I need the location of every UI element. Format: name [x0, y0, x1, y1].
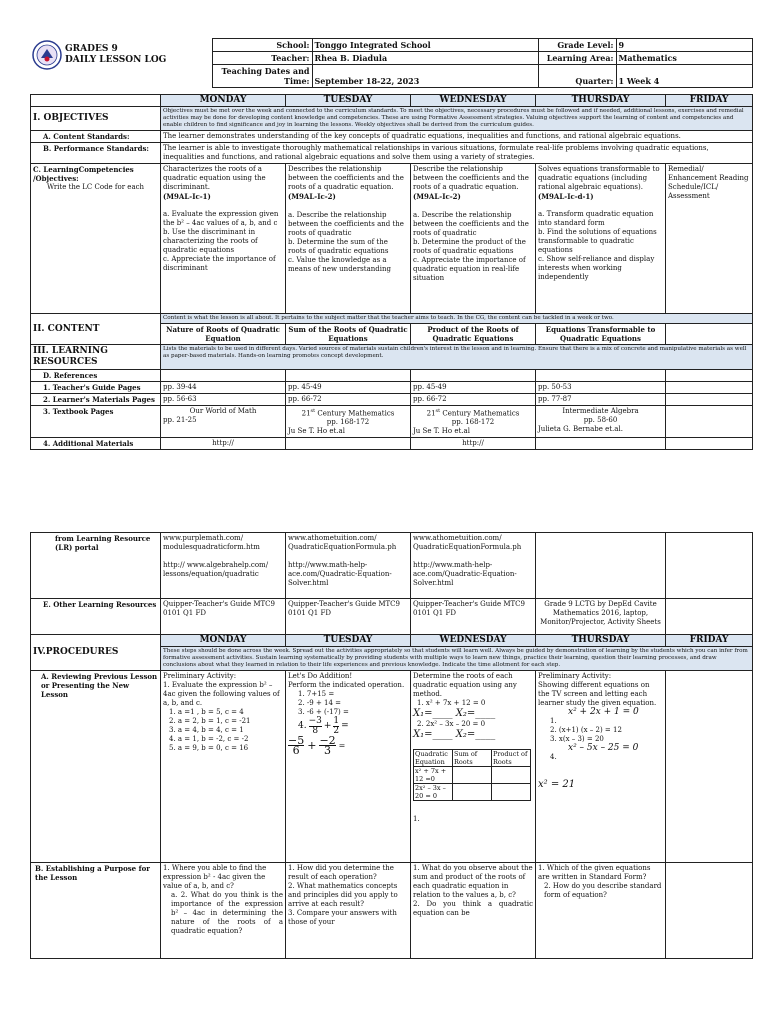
day-tuesday: TUESDAY: [286, 95, 411, 107]
deped-seal-icon: [32, 40, 62, 70]
lr-tuesday: www.athometuition.com/ QuadraticEquationFormula.ph http://www.math-help-ace.com/Quadratic-Equation-Solver.html: [286, 533, 411, 599]
objectives-note: Objectives must be met over the week and connected to the curriculum standards. To meet the objectives, necessary procedures must be followed and if needed, additional lessons, exercises and remedial activities may be done for developing content knowledge and competencies. These are using Formative Assessment strategies. Valuing objectives support the learning of content and competencies and enable children to find significance and joy in learning the lessons. Weekly objectives shall be derived from the curriculum guides.: [161, 107, 753, 131]
resources-note: Lists the materials to be used in different days. Varied sources of materials sustain children's interest in the lesson and in learning. Ensure that there is a mix of concrete and manipulative materials as well as paper-based materials. Hands-on learning promotes concept development.: [161, 345, 753, 370]
grade-level-label: Grade Level:: [538, 39, 616, 52]
quarter-label: Quarter:: [538, 65, 616, 88]
other-monday: Quipper-Teacher's Guide MTC9 0101 Q1 FD: [161, 599, 286, 635]
other-thursday: Grade 9 LCTG by DepEd Cavite Mathematics 2016, laptop, Monitor/Projector, Activity Sheets: [536, 599, 666, 635]
other-tuesday: Quipper-Teacher's Guide MTC9 0101 Q1 FD: [286, 599, 411, 635]
review-label: A. Reviewing Previous Lesson or Presenting the New Lesson: [31, 671, 161, 863]
quarter-value: 1 Week 4: [616, 65, 752, 88]
day-wednesday: WEDNESDAY: [411, 95, 536, 107]
teacher-value: Rhea B. Diadula: [312, 52, 538, 65]
fraction-problem-4: 4. −3 8 + $\frac{1}{2}$ =: [298, 716, 349, 736]
content-thursday: Equations Transformable to Quadratic Equations: [536, 324, 666, 345]
lesson-log-page-2: [30, 532, 752, 959]
purpose-monday: 1. Where you able to find the expression b² - 4ac given the value of a, b, and c? a. 2. What do you think is the importance of the expression b² – 4ac in determining the nature of the roots of a quadratic equation?: [161, 863, 286, 959]
additional-monday: http://: [161, 438, 286, 450]
performance-standards-text: The learner is able to investigate thoroughly mathematical relationships in various situations, formulate real-life problems involving quadratic equations, inequalities and functions, and rational algebraic equations and solve them using a variety of strategies.: [161, 143, 753, 164]
review-wednesday: Determine the roots of each quadratic equation using any method. 1. x² + 7x + 12 = 0 X₁=____ X₂=____ 2. 2x² – 3x – 20 = 0 X₁=____ X₂=____ Quadratic Equation Sum of Roots Product of Roots x² + 7x + 12 =0 2x² – 3x – 20 = 0 1.: [411, 671, 536, 863]
fraction-problem-5: −5 6 + $\frac{-2}{3}$ =: [288, 734, 346, 757]
tb-tuesday: 21st Century Mathematics pp. 168-172 Ju Se T. Ho et.al: [286, 406, 411, 438]
tb-label: 3. Textbook Pages: [31, 406, 161, 438]
content-monday: Nature of Roots of Quadratic Equation: [161, 324, 286, 345]
lm-thursday: pp. 77-87: [536, 394, 666, 406]
tg-thursday: pp. 50-53: [536, 382, 666, 394]
lm-monday: pp. 56-63: [161, 394, 286, 406]
review-monday: Preliminary Activity: 1. Evaluate the expression b² – 4ac given the following values of a, b, and c. 1. a =1 , b = 5, c = 4 2. a = 2, b = 1, c = -21 3. a = 4, b = 4, c = 1 4. a = 1, b = -2, c = -2 5. a = 9, b = 0, c = 16: [161, 671, 286, 863]
purpose-wednesday: 1. What do you observe about the sum and product of the roots of each quadratic equation in relation to the values a, b, c? 2. Do you think a quadratic equation can be: [411, 863, 536, 959]
other-wednesday: Quipper-Teacher's Guide MTC9 0101 Q1 FD: [411, 599, 536, 635]
day-thursday: THURSDAY: [536, 95, 666, 107]
content-standards-label: A. Content Standards:: [31, 131, 161, 143]
grade-level-value: 9: [616, 39, 752, 52]
objectives-heading: I. OBJECTIVES: [31, 107, 161, 131]
competencies-label-cell: [31, 164, 161, 314]
dates-label: Teaching Dates and Time:: [212, 65, 312, 88]
lesson-log-page-1: [30, 38, 752, 450]
review-tuesday: Let's Do Addition! Perform the indicated operation. 1. 7+15 = 2. -9 + 14 = 3. -6 + (-17) = 4. −3 8 + $\frac{1}{2}$ = −5 6 + $\frac{-2}{3}$ =: [286, 671, 411, 863]
school-label: School:: [212, 39, 312, 52]
procedures-heading: IV.PROCEDURES: [31, 635, 161, 671]
header-table: [30, 38, 753, 88]
lr-monday: www.purplemath.com/ modulesquadraticform.htm http:// www.algebrahelp.com/ lessons/equation/quadratic: [161, 533, 286, 599]
tb-monday: Our World of Math pp. 21-25: [161, 406, 286, 438]
friday-competency: Remedial/ Enhancement Reading Schedule/ICL/ Assessment: [666, 164, 753, 314]
competencies-label: C. LearningCompetencies /Objectives:: [33, 165, 134, 183]
learning-area-label: Learning Area:: [538, 52, 616, 65]
tb-wednesday: 21st Century Mathematics pp. 168-172 Ju Se T. Ho et.al: [411, 406, 536, 438]
lm-wednesday: pp. 66-72: [411, 394, 536, 406]
roots-table: Quadratic Equation Sum of Roots Product of Roots x² + 7x + 12 =0 2x² – 3x – 20 = 0: [413, 749, 531, 801]
content-tuesday: Sum of the Roots of Quadratic Equations: [286, 324, 411, 345]
purpose-label: B. Establishing a Purpose for the Lesson: [31, 863, 161, 959]
thursday-competency: Solves equations transformable to quadratic equations (including rational algebraic equations). (M9AL-Ic-d-1) a. Transform quadratic equation into standard form b. Find the solutions of equations transformable to quadratic equations c. Show self-reliance and display interests when working independently: [536, 164, 666, 314]
day-monday: MONDAY: [161, 95, 286, 107]
content-wednesday: Product of the Roots of Quadratic Equations: [411, 324, 536, 345]
additional-wednesday: http://: [411, 438, 536, 450]
purpose-thursday: 1. Which of the given equations are written in Standard Form? 2. How do you describe standard form of equation?: [536, 863, 666, 959]
dates-value: September 18-22, 2023: [312, 65, 538, 88]
lesson-main-table: [30, 94, 753, 450]
procedures-note: These steps should be done across the week. Spread out the activities appropriately so that students will learn well. Always be guided by demonstration of learning by the students which you can infer from formative assessment activities. Sustain learning systematically by providing students with multiple ways to learn new things, practice their learning, question their learning processes, and draw conclusions about what they learned in relation to their life experiences and previous knowledge. Indicate the time allotment for each step.: [161, 647, 753, 671]
wednesday-competency: Describe the relationship between the coefficients and the roots of a quadratic equation. (M9AL-Ic-2) a. Describe the relationship between the coefficients and the roots of quadratic b. Determine the product of the roots of quadratic equations c. Appreciate the importance of quadratic equation in real-life situation: [411, 164, 536, 314]
monday-competency: Characterizes the roots of a quadratic equation using the discriminant. (M9AL-Ic-1) a. Evaluate the expression given the b² – 4ac values of a, b, and c b. Use the discriminant in characterizing the roots of quadratic equations c. Appreciate the importance of discriminant: [161, 164, 286, 314]
teacher-label: Teacher:: [212, 52, 312, 65]
additional-materials-label: 4. Additional Materials: [31, 438, 161, 450]
tb-thursday: Intermediate Algebra pp. 58-60 Julieta G. Bernabe et.al.: [536, 406, 666, 438]
content-note: Content is what the lesson is all about. It pertains to the subject matter that the teacher aims to teach. In the CG, the content can be tackled in a week or two.: [161, 314, 753, 324]
resources-heading: III. LEARNING RESOURCES: [31, 345, 161, 370]
day-friday: FRIDAY: [666, 95, 753, 107]
content-heading: II. CONTENT: [31, 314, 161, 345]
tuesday-competency: Describes the relationship between the coefficients and the roots of a quadratic equation. (M9AL-Ic-2) a. Describe the relationship between the coefficients and the roots of quadratic b. Determine the sum of the roots of quadratic equations c. Value the knowledge as a means of new understanding: [286, 164, 411, 314]
purpose-tuesday: 1. How did you determine the result of each operation? 2. What mathematics concepts and principles did you apply to arrive at each result? 3. Compare your answers with those of your: [286, 863, 411, 959]
lr-wednesday: www.athometuition.com/ QuadraticEquationFormula.ph http://www.math-help-ace.com/Quadratic-Equation-Solver.html: [411, 533, 536, 599]
content-standards-text: The learner demonstrates understanding of the key concepts of quadratic equations, inequalities and functions, and rational algebraic equations.: [161, 131, 753, 143]
header-title-line2: DAILY LESSON LOG: [65, 54, 167, 65]
lm-label: 2. Learner's Materials Pages: [31, 394, 161, 406]
school-value: Tonggo Integrated School: [312, 39, 538, 52]
lm-tuesday: pp. 66-72: [286, 394, 411, 406]
performance-standards-label: B. Performance Standards:: [31, 143, 161, 164]
references-label: D. References: [31, 370, 161, 382]
learning-area-value: Mathematics: [616, 52, 752, 65]
tg-tuesday: pp. 45-49: [286, 382, 411, 394]
header-title-line1: GRADES 9: [65, 43, 118, 54]
tg-monday: pp. 39-44: [161, 382, 286, 394]
review-thursday: Preliminary Activity: Showing different equations on the TV screen and letting each learner study the given equation. x² + 2x + 1 = 0 1. 2. (x+1) (x – 2) = 12 3. x(x – 3) = 20 x² – 5x – 25 = 0 4. x² = 21: [536, 671, 666, 863]
tg-label: 1. Teacher's Guide Pages: [31, 382, 161, 394]
tg-wednesday: pp. 45-49: [411, 382, 536, 394]
header-title-cell: [30, 39, 212, 88]
competencies-sub: Write the LC Code for each: [46, 183, 145, 191]
other-resources-label: E. Other Learning Resources: [31, 599, 161, 635]
lesson-continued-table: from Learning Resource (LR) portal www.purplemath.com/ modulesquadraticform.htm http:// www.algebrahelp.com/ lessons/equation/quadratic www.athometuition.com/ QuadraticEquationFormula.ph http://www.math-help-ace.com/Quadratic-Equation-Solver.html www.athometuition.com/ QuadraticEquationFormula.ph http://www.math-help-ace.com/Quadratic-Equation-Solver.html E. Other Learning Resources Quipper-Teacher's Guide MTC9 0101 Q1 FD Quipper-Teacher's Guide MTC9 0101 Q1 FD Quipper-Teacher's Guide MTC9 0101 Q1 FD Grade 9 LCTG by DepEd Cavite Mathematics 2016, laptop, Monitor/Projector, Activity Sheets IV.PROCEDURES MONDAY TUESDAY WEDNESDAY THURSDAY FRIDAY These steps should be done across the week. Spread out the activities appropriately so that students will learn well. Always be guided by demonstration of learning by the students which you can infer from formative assessment activities. Sustain learning systematically by providing students with multiple ways to learn new things, practice their learning, question their learning processes, and draw conclusions about what they learned in relation to their life experiences and previous knowledge. Indicate the time allotment for each step. A. Reviewing Previous Lesson or Presenting the New Lesson Preliminary Activity: 1. Evaluate the expression b² – 4ac given the following values of a, b, and c. 1. a =1 , b = 5, c = 4 2. a = 2, b = 1, c = -21 3. a = 4, b = 4, c = 1 4. a = 1, b = -2, c = -2 5. a = 9, b = 0, c = 16 Let's Do Addition! Perform the indicated operation. 1. 7+15 = 2. -9 + 14 = 3. -6 + (-17) = 4. −3 8 + $\frac{1}{2}$ = −5 6 + $\frac{-2}{3}$ = Determine the roots of each quadratic equation using any method. 1. x² + 7x + 12 = 0 X₁=____ X₂=____ 2. 2x² – 3x – 20 = 0 X₁=____ X₂=____ Quadratic Equation Sum of Roots Product of Roots x² + 7x + 12 =0 2x² – 3x – 20 = 0 1. Preliminary Activity: Showing different equations on the TV screen and letting each learner study the given equation. x² + 2x + 1 = 0 1. 2. (x+1) (x – 2) = 12 3. x(x – 3) = 20 x² – 5x – 25 = 0 4. x² = 21 B. Establishing a Purpose for the Lesson 1. Where you able to find the expression b² - 4ac given the value of a, b, and c? a. 2. What do you think is the importance of the expression b² – 4ac in determining the nature of the roots of a quadratic equation? 1. How did you determine the result of each operation? 2. What mathematics concepts and principles did you apply to arrive at each result? 3. Compare your answers with those of your 1. What do you observe about the sum and product of the roots of each quadratic equation in relation to the values a, b, c? 2. Do you think a quadratic equation can be 1. Which of the given equations are written in Standard Form? 2. How do you describe standard form of equation?: [30, 532, 753, 959]
lr-portal-label: from Learning Resource (LR) portal: [31, 533, 161, 599]
